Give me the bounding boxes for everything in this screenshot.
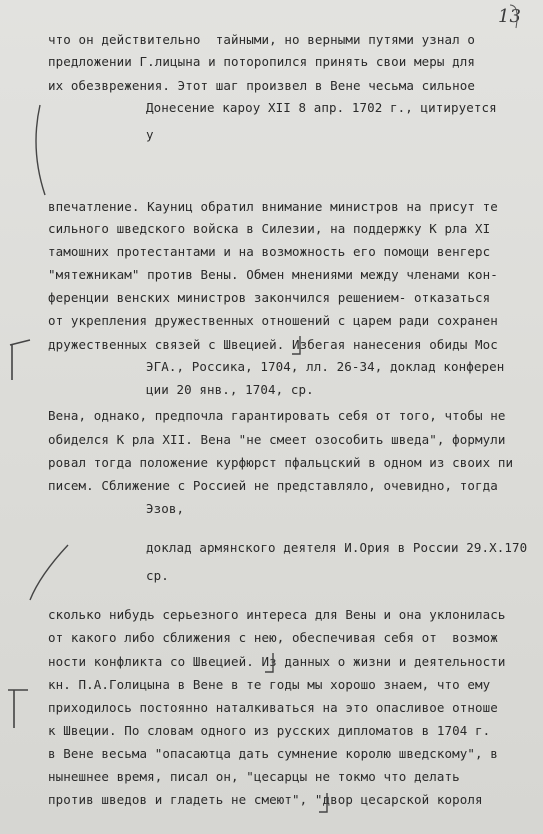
page-number: 13 (498, 6, 521, 27)
text-line: ности конфликта со Швецией. Из данных о жизни и деятельности (48, 654, 506, 669)
text-line: Вена, однако, предпочла гарантировать себя от того, чтобы не (48, 408, 506, 423)
text-line: ровал тогда положение курфюрст пфальцский в одном из своих пи (48, 455, 514, 470)
text-line: приходилось постоянно наталкиваться на это опасливое отноше (48, 700, 498, 715)
margin-bracket-mark (36, 105, 45, 195)
text-line: их обезврежения. Этот шаг произвел в Вене чесьма сильное (48, 78, 476, 93)
text-line: "мятежникам" против Вены. Обмен мнениями между членами кон- (48, 267, 498, 282)
page-number-underline (510, 5, 517, 28)
text-line: в Вене весьма "опасаютца дать сумнение королю шведскому", в (48, 746, 498, 761)
text-line: дружественных связей с Швецией. Избегая нанесения обиды Мос (48, 337, 498, 352)
footnote-line: ЭГА., Россика, 1704, лл. 26-34, доклад конферен (146, 359, 505, 374)
sentence-break-mark (319, 793, 327, 812)
text-line: кн. П.А.Голицына в Вене в те годы мы хорошо знаем, что ему (48, 677, 491, 692)
footnote-line: Эзов, (146, 501, 185, 516)
footnote-line: ср. (146, 568, 169, 583)
sentence-break-mark (265, 653, 273, 672)
text-line: ференции венских министров закончился решением- отказаться (48, 290, 491, 305)
footnote-line: Донесение кароу XII 8 апр. 1702 г., цитируется (146, 100, 497, 115)
text-line: против шведов и гладеть не смеют", "двор цесарской короля (48, 792, 483, 807)
footnote-line: ции 20 янв., 1704, ср. (146, 382, 314, 397)
footnote-line: доклад армянского деятеля И.Ория в России 29.X.170 (146, 540, 528, 555)
footnote-line: у (146, 127, 154, 142)
text-line: к Швеции. По словам одного из русских дипломатов в 1704 г. (48, 723, 491, 738)
margin-curve-mark (30, 545, 68, 600)
text-line: впечатление. Кауниц обратил внимание министров на присут те (48, 199, 498, 214)
text-line: что он действительно тайными, но верными путями узнал о (48, 32, 476, 47)
text-line: от укрепления дружественных отношений с царем ради сохранен (48, 313, 498, 328)
margin-corner-mark (10, 340, 30, 380)
text-line: обиделся К рла XII. Вена "не смеет озособить шведа", формули (48, 432, 506, 447)
text-line: сколько нибудь серьезного интереса для Вены и она уклонилась (48, 607, 506, 622)
text-line: тамошних протестантами и на возможность его помощи венгерс (48, 244, 491, 259)
margin-corner-mark (8, 690, 28, 728)
text-line: от какого либо сближения с нею, обеспечивая себя от возмож (48, 630, 498, 645)
text-line: нынешнее время, писал он, "цесарцы не токмо что делать (48, 769, 460, 784)
text-line: сильного шведского войска в Силезии, на поддержку К рла XI (48, 221, 491, 236)
text-line: писем. Сближение с Россией не представляло, очевидно, тогда (48, 478, 498, 493)
sentence-break-mark (292, 336, 300, 354)
text-line: предложении Г.лицына и поторопился принять свои меры для (48, 54, 476, 69)
